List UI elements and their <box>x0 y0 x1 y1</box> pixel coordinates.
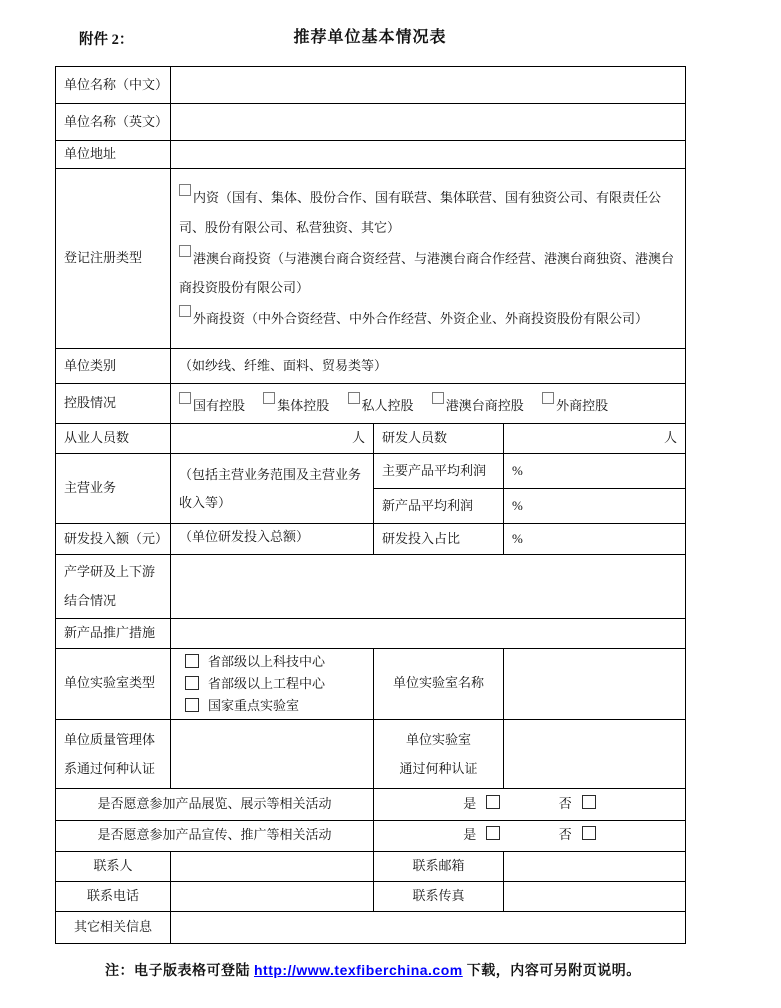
unit-name-cn-label: 单位名称（中文） <box>56 67 171 104</box>
unit-category-hint: （如纱线、纤维、面料、贸易类等） <box>179 357 388 373</box>
industry-chain-label: 产学研及上下游 结合情况 <box>56 555 171 619</box>
exhibition-question: 是否愿意参加产品展览、展示等相关活动 <box>56 788 374 820</box>
registration-type-label: 登记注册类型 <box>56 169 171 349</box>
other-info-input[interactable] <box>171 911 686 943</box>
holding-option-label: 外商控股 <box>556 397 609 413</box>
table-row <box>56 851 686 881</box>
registration-option <box>179 304 677 333</box>
lab-type-option-label: 省部级以上工程中心 <box>208 675 326 691</box>
lab-name-input[interactable] <box>504 648 686 719</box>
employees-unit: 人 <box>351 430 365 446</box>
checkbox-icon[interactable] <box>263 392 275 404</box>
lab-cert-input[interactable] <box>504 719 686 788</box>
lab-name-label: 单位实验室名称 <box>374 648 504 719</box>
main-business-input[interactable] <box>171 454 374 524</box>
holding-option <box>179 398 245 413</box>
holding-option-label: 港澳台商控股 <box>445 397 524 413</box>
checkbox-icon[interactable] <box>486 826 500 840</box>
table-row <box>56 67 686 104</box>
checkbox-icon[interactable] <box>542 392 554 404</box>
new-product-profit-label: 新产品平均利润 <box>374 489 504 524</box>
registration-option-label: 外商投资（中外合资经营、中外合作经营、外资企业、外商投资股份有限公司） <box>193 311 649 327</box>
checkbox-icon[interactable] <box>185 654 199 668</box>
holding-option-label: 私人控股 <box>361 397 414 413</box>
checkbox-icon[interactable] <box>582 795 596 809</box>
contact-person-label: 联系人 <box>56 851 171 881</box>
table-row <box>56 911 686 943</box>
checkbox-icon[interactable] <box>582 826 596 840</box>
quality-cert-input[interactable] <box>171 719 374 788</box>
checkbox-icon[interactable] <box>348 392 360 404</box>
main-product-profit-label: 主要产品平均利润 <box>374 454 504 489</box>
unit-name-en-label: 单位名称（英文） <box>56 104 171 141</box>
rd-staff-unit: 人 <box>664 430 678 446</box>
table-row <box>56 555 686 619</box>
rd-ratio-label: 研发投入占比 <box>374 524 504 555</box>
footer-note-prefix: 注：电子版表格可登陆 <box>105 963 254 979</box>
footer-note-suffix: 下载，内容可另附页说明。 <box>462 963 641 979</box>
unit-name-cn-input[interactable] <box>171 67 686 104</box>
checkbox-icon[interactable] <box>486 795 500 809</box>
table-row <box>56 618 686 648</box>
lab-type-option <box>185 695 365 717</box>
publicity-answer <box>374 820 686 851</box>
page-title: 推荐单位基本情况表 <box>293 29 447 46</box>
other-info-label: 其它相关信息 <box>56 911 171 943</box>
main-product-profit-input[interactable] <box>504 454 686 489</box>
lab-type-option-label: 省部级以上科技中心 <box>208 653 326 669</box>
checkbox-icon[interactable] <box>179 184 191 196</box>
new-product-profit-input[interactable] <box>504 489 686 524</box>
basic-info-table <box>55 66 686 944</box>
rd-ratio-input[interactable] <box>504 524 686 555</box>
employees-label: 从业人员数 <box>56 424 171 454</box>
checkbox-icon[interactable] <box>432 392 444 404</box>
contact-phone-label: 联系电话 <box>56 881 171 911</box>
holding-options <box>171 384 686 424</box>
main-business-label: 主营业务 <box>56 454 171 524</box>
registration-option-label: 港澳台商投资（与港澳台商合资经营、与港澳台商合作经营、港澳台商独资、港澳台商投资股份有限公司） <box>179 250 675 296</box>
rd-investment-input[interactable] <box>171 524 374 555</box>
yes-option: 是 <box>463 826 500 845</box>
table-row <box>56 424 686 454</box>
contact-phone-input[interactable] <box>171 881 374 911</box>
lab-type-label: 单位实验室类型 <box>56 648 171 719</box>
table-row <box>56 454 686 489</box>
industry-chain-input[interactable] <box>171 555 686 619</box>
checkbox-icon[interactable] <box>185 698 199 712</box>
checkbox-icon[interactable] <box>179 305 191 317</box>
attachment-label: 附件 2： <box>79 32 134 48</box>
employees-input[interactable] <box>171 424 374 454</box>
promotion-measures-input[interactable] <box>171 618 686 648</box>
document-header <box>55 26 685 52</box>
table-row <box>56 648 686 719</box>
new-product-profit-unit: % <box>512 497 523 513</box>
registration-option-label: 内资（国有、集体、股份合作、国有联营、集体联营、国有独资公司、有限责任公司、股份有限公司、私营独资、其它） <box>179 190 662 235</box>
holding-status-label: 控股情况 <box>56 384 171 424</box>
unit-category-input[interactable] <box>171 349 686 384</box>
exhibition-answer <box>374 788 686 820</box>
table-row <box>56 349 686 384</box>
table-row <box>56 788 686 820</box>
holding-option <box>542 398 608 413</box>
holding-option <box>348 398 414 413</box>
registration-option <box>179 244 677 303</box>
unit-name-en-input[interactable] <box>171 104 686 141</box>
rd-staff-input[interactable] <box>504 424 686 454</box>
contact-person-input[interactable] <box>171 851 374 881</box>
publicity-question: 是否愿意参加产品宣传、推广等相关活动 <box>56 820 374 851</box>
unit-address-label: 单位地址 <box>56 141 171 169</box>
quality-cert-label: 单位质量管理体 系通过何种认证 <box>56 719 171 788</box>
rd-staff-label: 研发人员数 <box>374 424 504 454</box>
holding-option-label: 集体控股 <box>277 397 330 413</box>
contact-fax-label: 联系传真 <box>374 881 504 911</box>
unit-address-input[interactable] <box>171 141 686 169</box>
footer-note <box>105 960 781 980</box>
contact-email-input[interactable] <box>504 851 686 881</box>
holding-option <box>432 398 524 413</box>
rd-investment-hint: （单位研发投入总额） <box>179 529 310 544</box>
table-row <box>56 104 686 141</box>
lab-type-option-label: 国家重点实验室 <box>208 697 300 713</box>
table-row <box>56 169 686 349</box>
lab-type-option <box>185 651 365 673</box>
table-row <box>56 820 686 851</box>
lab-type-options <box>171 648 374 719</box>
checkbox-icon[interactable] <box>179 245 191 257</box>
download-link[interactable]: http://www.texfiberchina.com <box>254 961 463 978</box>
main-product-profit-unit: % <box>512 462 523 478</box>
checkbox-icon[interactable] <box>179 392 191 404</box>
lab-type-option <box>185 673 365 695</box>
promotion-measures-label: 新产品推广措施 <box>56 618 171 648</box>
no-option: 否 <box>559 826 596 845</box>
table-row <box>56 384 686 424</box>
table-row <box>56 881 686 911</box>
rd-ratio-unit: % <box>512 530 523 546</box>
rd-investment-label: 研发投入额（元） <box>56 524 171 555</box>
table-row <box>56 141 686 169</box>
unit-category-label: 单位类别 <box>56 349 171 384</box>
holding-option <box>263 398 329 413</box>
contact-fax-input[interactable] <box>504 881 686 911</box>
yes-option: 是 <box>463 795 500 814</box>
no-option: 否 <box>559 795 596 814</box>
main-business-hint: （包括主营业务范围及主营业务收入等） <box>179 467 362 510</box>
registration-option <box>179 183 677 242</box>
contact-email-label: 联系邮箱 <box>374 851 504 881</box>
lab-cert-label: 单位实验室 通过何种认证 <box>374 719 504 788</box>
registration-type-options <box>171 169 686 349</box>
checkbox-icon[interactable] <box>185 676 199 690</box>
table-row <box>56 719 686 788</box>
table-row <box>56 524 686 555</box>
holding-option-label: 国有控股 <box>193 397 246 413</box>
